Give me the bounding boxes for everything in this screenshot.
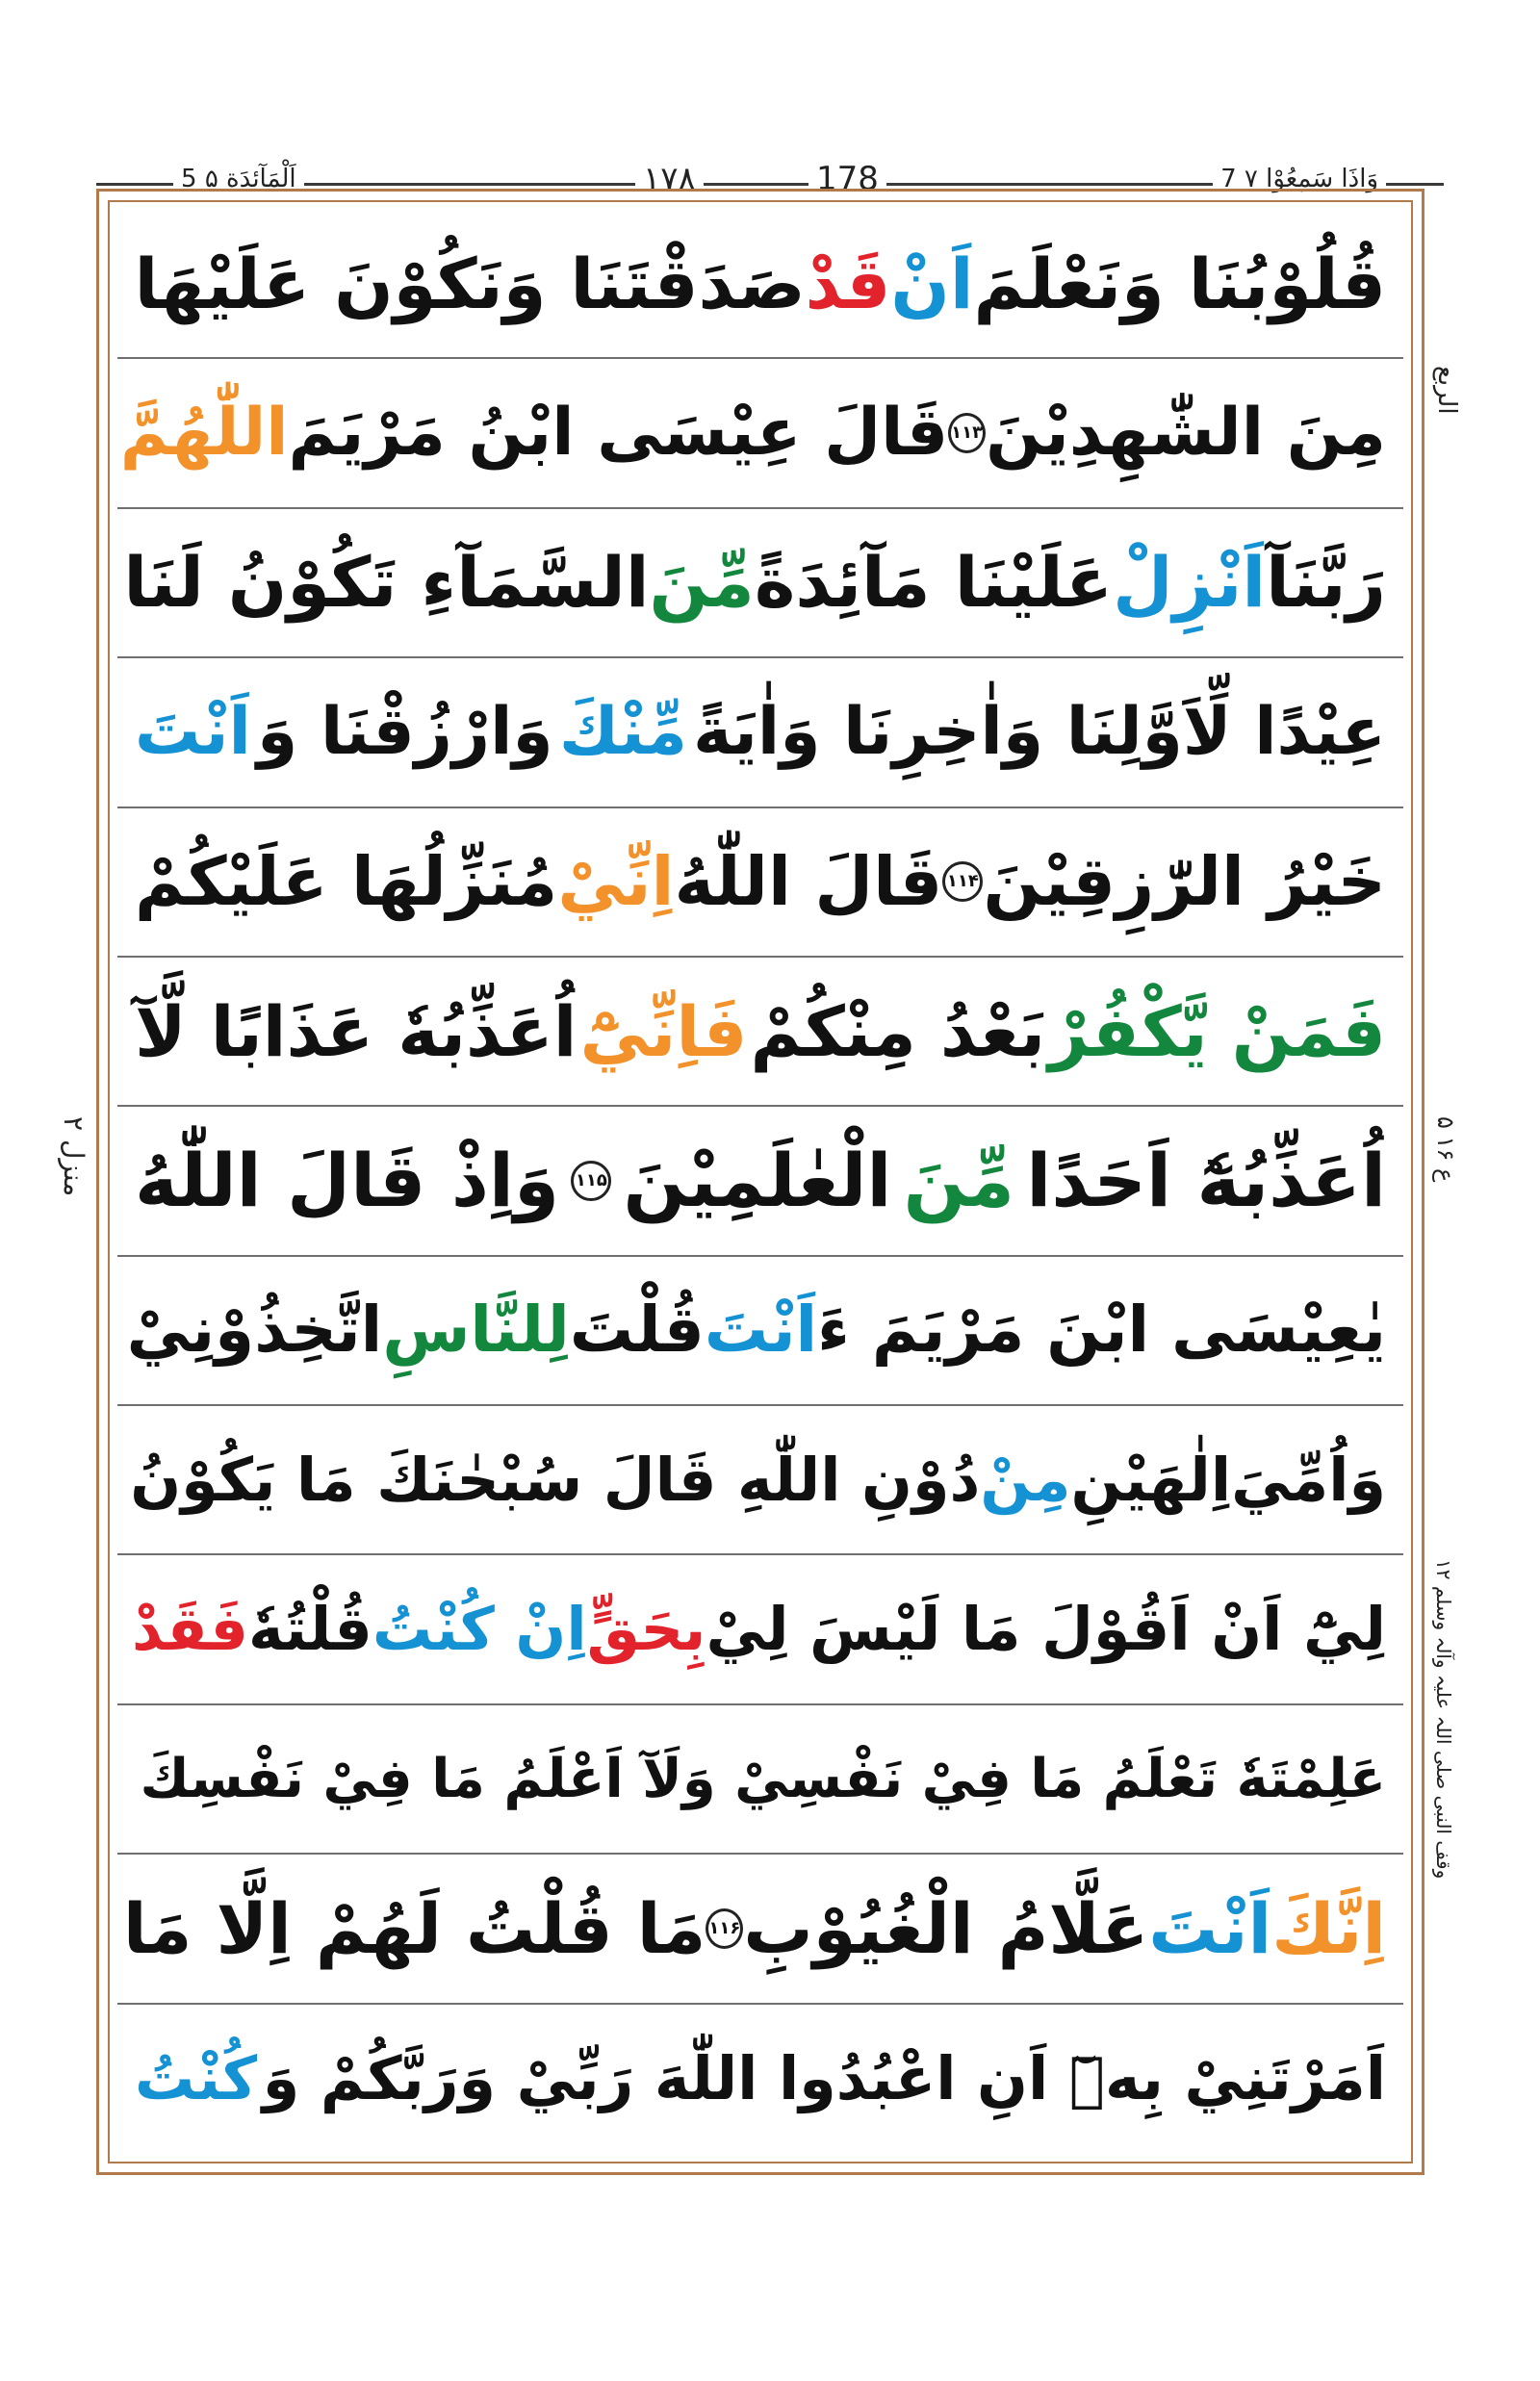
verse-text: قَالَ عِيْسَى ابْنُ مَرْيَمَ xyxy=(288,395,949,472)
ayah-number-marker: ۱۱۵ xyxy=(571,1161,611,1201)
verse-line xyxy=(117,210,1403,359)
tajweed-colored-word: بِحَقٍّ xyxy=(586,1594,706,1665)
header-juz-title: 7 وَاِذَا سَمِعُوْا ۷ xyxy=(1213,160,1386,198)
verse-text: اِلٰهَيْنِ xyxy=(1070,1444,1232,1515)
verse-text: الْعٰلَمِيْنَ xyxy=(623,1137,892,1223)
verse-text: صَدَقْتَنَا وَنَكُوْنَ عَلَيْهَا xyxy=(134,243,806,324)
tajweed-colored-word: مِنْ xyxy=(980,1444,1071,1515)
verse-text: اتَّخِذُوْنِيْ xyxy=(126,1293,383,1368)
tajweed-colored-word: اِنْ كُنْتُ xyxy=(372,1594,587,1665)
ayah-number-marker: ۱۱۳ xyxy=(948,413,986,453)
verse-line xyxy=(117,509,1403,658)
verse-text: عَلَيْنَا مَآئِدَةً xyxy=(754,542,1114,624)
verse-text: قُلُوْبُنَا وَنَعْلَمَ xyxy=(973,243,1386,324)
verse-text: بَعْدُ مِنْكُمْ xyxy=(750,990,1046,1072)
verse-line xyxy=(117,1855,1403,2004)
verse-line xyxy=(117,1705,1403,1855)
verse-text: اَمَرْتَنِيْ بِهٖٓ اَنِ اعْبُدُوا اللّٰهَ رَبِّيْ وَرَبَّكُمْ وَ xyxy=(262,2043,1386,2114)
margin-manzil-marker: منزل ۲ xyxy=(58,1116,90,1197)
verse-text: قَالَ اللّٰهُ xyxy=(674,842,943,922)
tajweed-colored-word: مِّنْكَ xyxy=(558,693,687,770)
verse-text: لِيْٓ اَنْ اَقُوْلَ مَا لَيْسَ لِيْ xyxy=(706,1594,1386,1665)
verse-line xyxy=(117,658,1403,807)
tajweed-colored-word: لِلنَّاسِ xyxy=(382,1293,570,1368)
verse-line xyxy=(117,1257,1403,1406)
verse-line xyxy=(117,359,1403,508)
verse-text: وَارْزُقْنَا وَ xyxy=(257,693,553,770)
tajweed-colored-word: اِنَّكَ xyxy=(1271,1887,1386,1969)
verse-text: مَا قُلْتُ لَهُمْ اِلَّا مَا xyxy=(122,1887,706,1969)
tajweed-colored-word: اَنْتَ xyxy=(135,693,251,770)
ayah-number-marker: ۱۱۴ xyxy=(942,861,983,902)
tajweed-colored-word: قَدْ xyxy=(805,243,891,324)
verse-text: اُعَذِّبُهٗ عَذَابًا لَّآ xyxy=(135,990,578,1072)
tajweed-colored-word: كُنْتُ xyxy=(135,2043,257,2114)
verse-text: مِنَ الشّٰهِدِيْنَ xyxy=(986,395,1386,472)
verse-line xyxy=(117,1406,1403,1555)
tajweed-colored-word: فَقَدْ xyxy=(131,1594,249,1665)
tajweed-colored-word: فَمَنْ يَّكْفُرْ xyxy=(1048,990,1386,1072)
verse-line xyxy=(117,2005,1403,2154)
tajweed-colored-word: فَاِنِّيْٓ xyxy=(579,990,748,1072)
quran-text-block xyxy=(117,210,1403,2154)
ayah-number-marker: ۱۱۶ xyxy=(706,1908,743,1949)
tajweed-colored-word: اِنِّيْ xyxy=(557,842,675,922)
verse-text: وَاُمِّيَ xyxy=(1231,1444,1386,1515)
tajweed-colored-word: مِّنَ xyxy=(649,542,755,624)
tajweed-colored-word: مِّنَ xyxy=(903,1137,1015,1223)
tajweed-colored-word: اَنْتَ xyxy=(704,1293,818,1368)
verse-text: اُعَذِّبُهٗٓ اَحَدًا xyxy=(1026,1137,1386,1223)
margin-waqf-note: وقف النبی صلی اللہ علیہ وآلہ وسلم ۱۲ xyxy=(1432,1559,1455,1880)
verse-text: السَّمَآءِ تَكُوْنُ لَنَا xyxy=(123,542,650,624)
tajweed-colored-word: اَنْتَ xyxy=(1148,1887,1272,1969)
verse-text: مُنَزِّلُهَا عَلَيْكُمْ xyxy=(135,842,558,922)
verse-line xyxy=(117,808,1403,958)
verse-line xyxy=(117,958,1403,1107)
verse-text: قُلْتُهٗ xyxy=(248,1594,372,1665)
verse-text: عِيْدًا لِّاَوَّلِنَا وَاٰخِرِنَا وَاٰيَةً xyxy=(693,693,1386,770)
verse-text: عَلَّامُ الْغُيُوْبِ xyxy=(743,1887,1149,1969)
verse-text: عَلِمْتَهٗ تَعْلَمُ مَا فِيْ نَفْسِيْ وَلَآ اَعْلَمُ مَا فِيْ نَفْسِكَ xyxy=(140,1747,1386,1810)
verse-text: خَيْرُ الرّٰزِقِيْنَ xyxy=(983,842,1386,922)
margin-ain-marker: ع ۱۶ ۵ xyxy=(1432,1116,1459,1183)
verse-text: قُلْتَ xyxy=(569,1293,705,1368)
verse-text: دُوْنِ اللّٰهِ قَالَ سُبْحٰنَكَ مَا يَكُوْنُ xyxy=(130,1444,981,1515)
tajweed-colored-word: اللّٰهُمَّ xyxy=(119,395,289,472)
header-page-number-urdu: ۱۷۸ xyxy=(635,160,704,198)
margin-ruku-marker: الربع xyxy=(1432,366,1461,415)
tajweed-colored-word: اَنْ xyxy=(890,243,974,324)
verse-line xyxy=(117,1107,1403,1256)
tajweed-colored-word: اَنْزِلْ xyxy=(1113,542,1267,624)
verse-text: يٰعِيْسَى ابْنَ مَرْيَمَ ءَ xyxy=(817,1293,1386,1368)
header-surah-title: 5 اَلْمَآئِدَة ۵ xyxy=(173,160,304,198)
verse-text: وَاِذْ قَالَ اللّٰهُ xyxy=(135,1137,560,1223)
header-page-number: 178 xyxy=(808,160,886,198)
verse-text: رَبَّنَآ xyxy=(1266,542,1386,624)
verse-line xyxy=(117,1555,1403,1704)
